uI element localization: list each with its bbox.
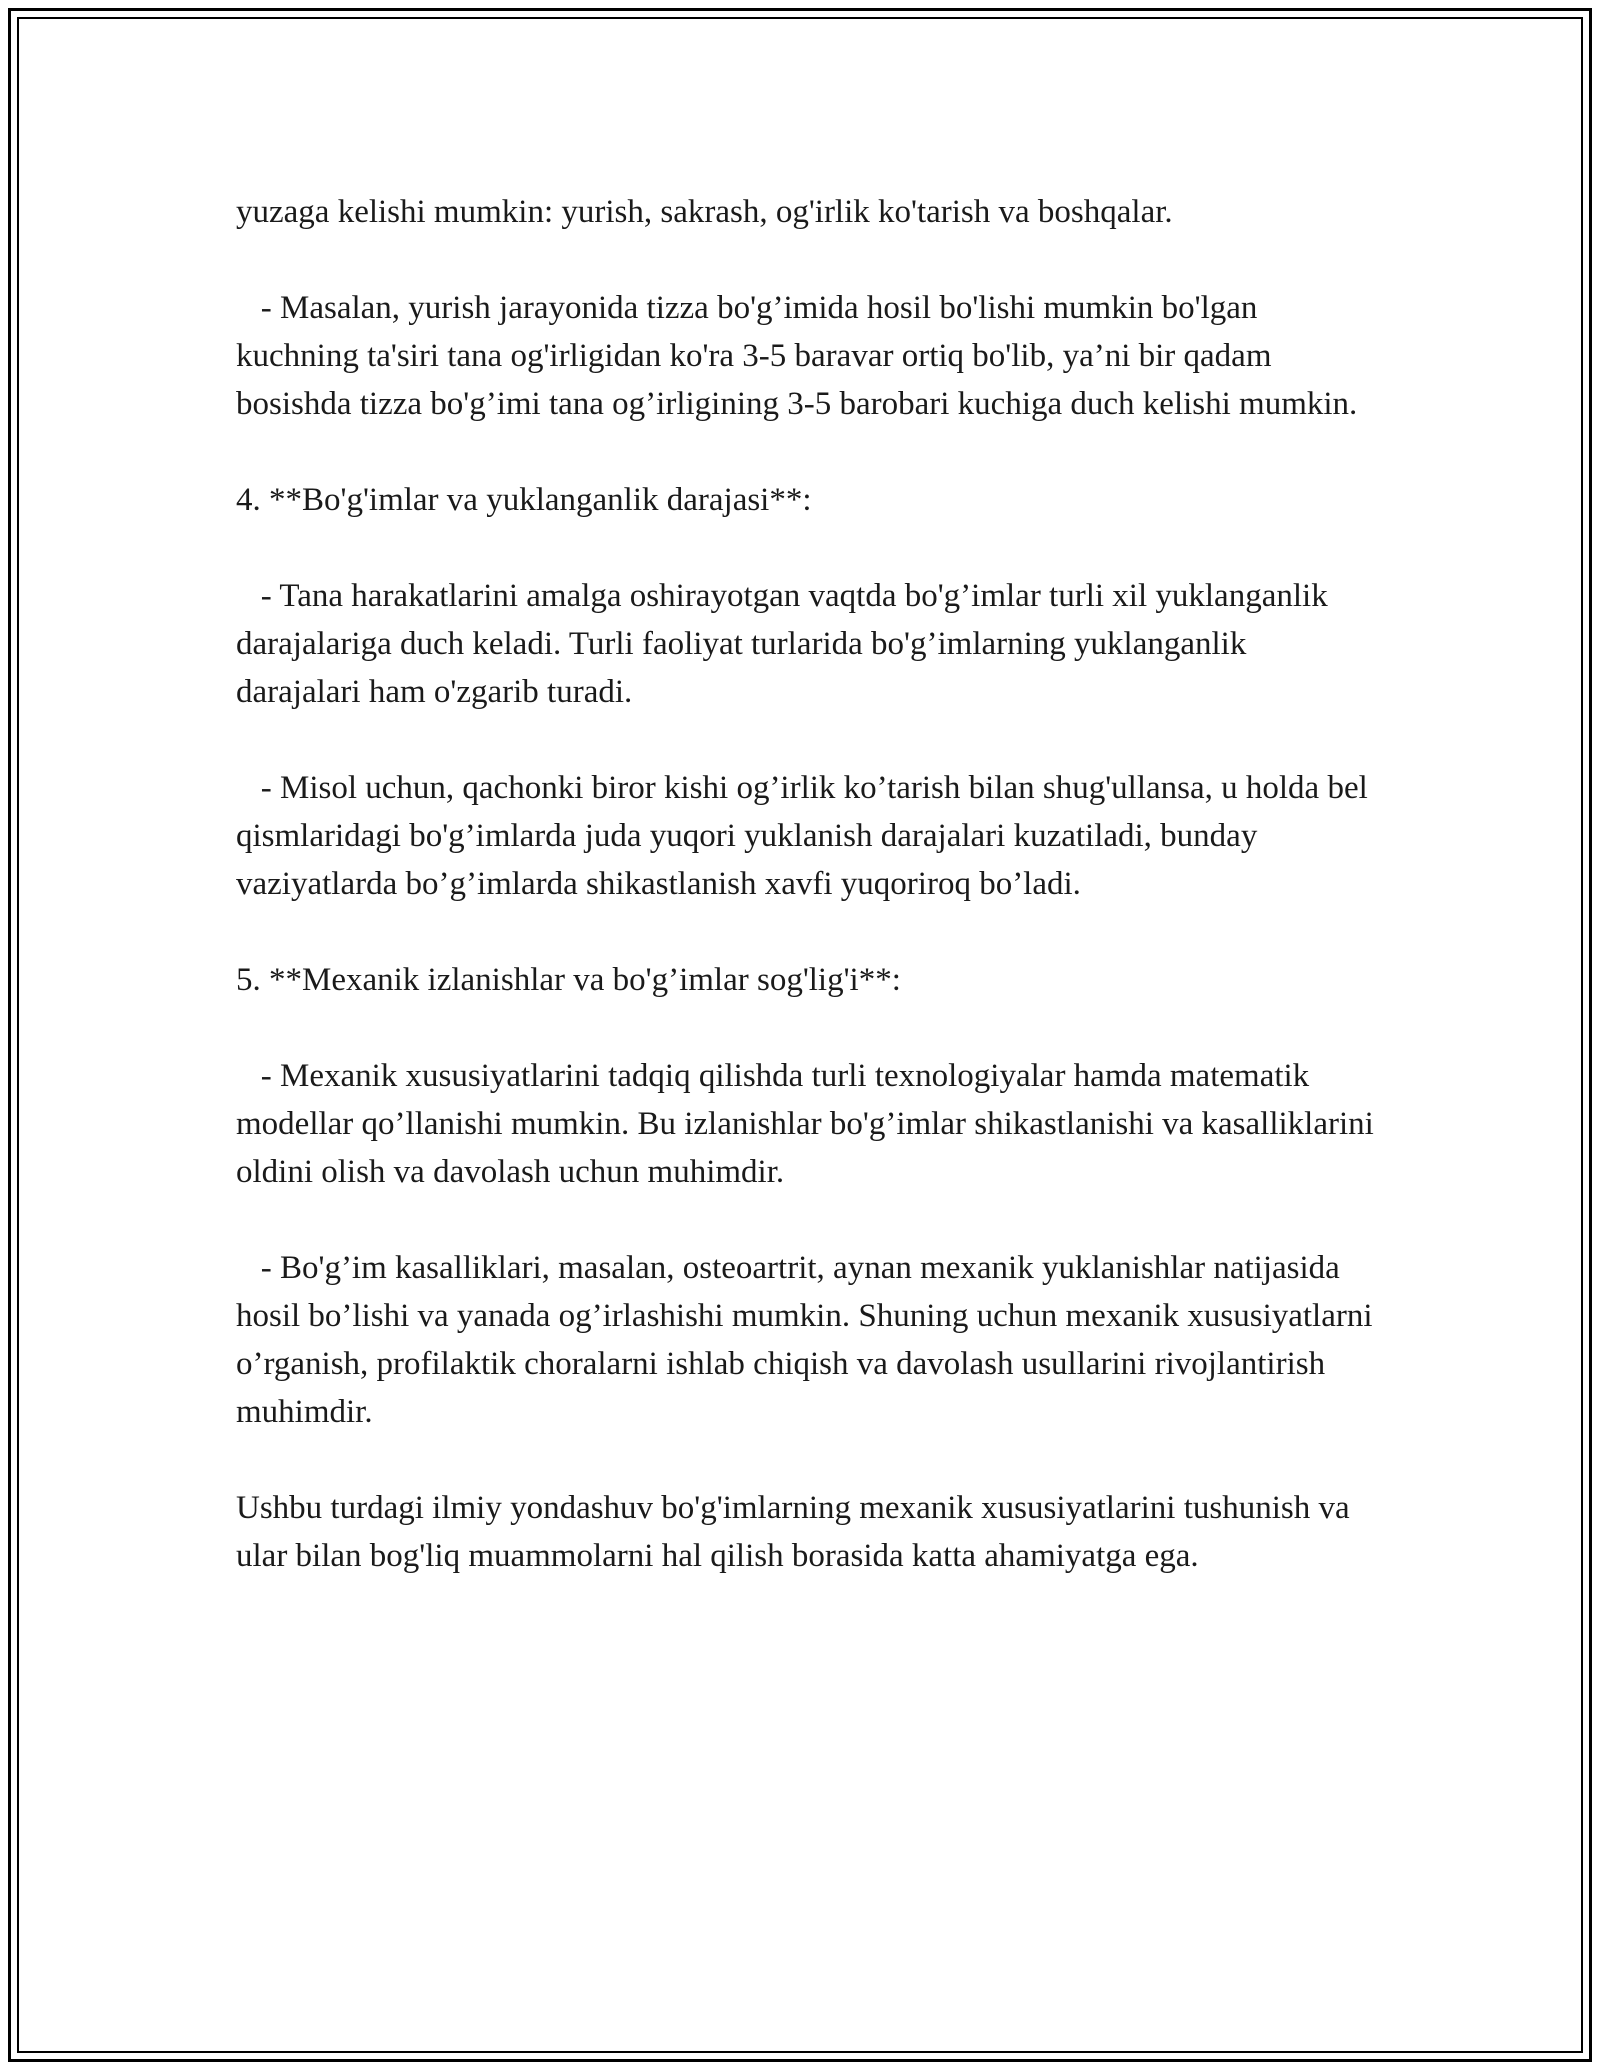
paragraph-intro-continuation: yuzaga kelishi mumkin: yurish, sakrash, og'irlik ko'tarish va boshqalar.: [236, 194, 1173, 230]
section-heading-4: 4. **Bo'g'imlar va yuklanganlik darajasi**:: [236, 482, 812, 518]
paragraph-load-levels: - Tana harakatlarini amalga oshirayotgan vaqtda bo'g’imlar turli xil yuklanganlik darajalariga duch keladi. Turli faoliyat turlarida bo'g’imlarning yuklanganlik darajalari ham o'zgarib turadi.: [236, 578, 1336, 710]
section-heading-5: 5. **Mexanik izlanishlar va bo'g’imlar sog'lig'i**:: [236, 962, 901, 998]
paragraph-mechanical-research: - Mexanik xususiyatlarini tadqiq qilishda turli texnologiyalar hamda matematik modellar qo’llanishi mumkin. Bu izlanishlar bo'g’imlar shikastlanishi va kasalliklarini oldini olish va davolash uchun muhimdir.: [236, 1058, 1383, 1190]
document-body: [236, 188, 1383, 1580]
paragraph-weightlifting-example: - Misol uchun, qachonki biror kishi og’irlik ko’tarish bilan shug'ullansa, u holda bel qismlaridagi bo'g’imlarda juda yuqori yuklanish darajalari kuzatiladi, bunday vaziyatlarda bo’g’imlarda shikastlanish xavfi yuqoriroq bo’ladi.: [236, 770, 1377, 902]
paragraph-conclusion: Ushbu turdagi ilmiy yondashuv bo'g'imlarning mexanik xususiyatlarini tushunish va ular bilan bog'liq muammolarni hal qilish borasida katta ahamiyatga ega.: [236, 1490, 1358, 1574]
paragraph-knee-load-example: - Masalan, yurish jarayonida tizza bo'g’imida hosil bo'lishi mumkin bo'lgan kuchning ta'siri tana og'irligidan ko'ra 3-5 baravar ortiq bo'lib, ya’ni bir qadam bosishda tizza bo'g’imi tana og’irligining 3-5 barobari kuchiga duch kelishi mumkin.: [236, 290, 1358, 422]
paragraph-joint-diseases: - Bo'g’im kasalliklari, masalan, osteoartrit, aynan mexanik yuklanishlar natijasida hosil bo’lishi va yanada og’irlashishi mumkin. Shuning uchun mexanik xususiyatlarni o’rganish, profilaktik choralarni ishlab chiqish va davolash usullarini rivojlantirish muhimdir.: [236, 1250, 1381, 1430]
